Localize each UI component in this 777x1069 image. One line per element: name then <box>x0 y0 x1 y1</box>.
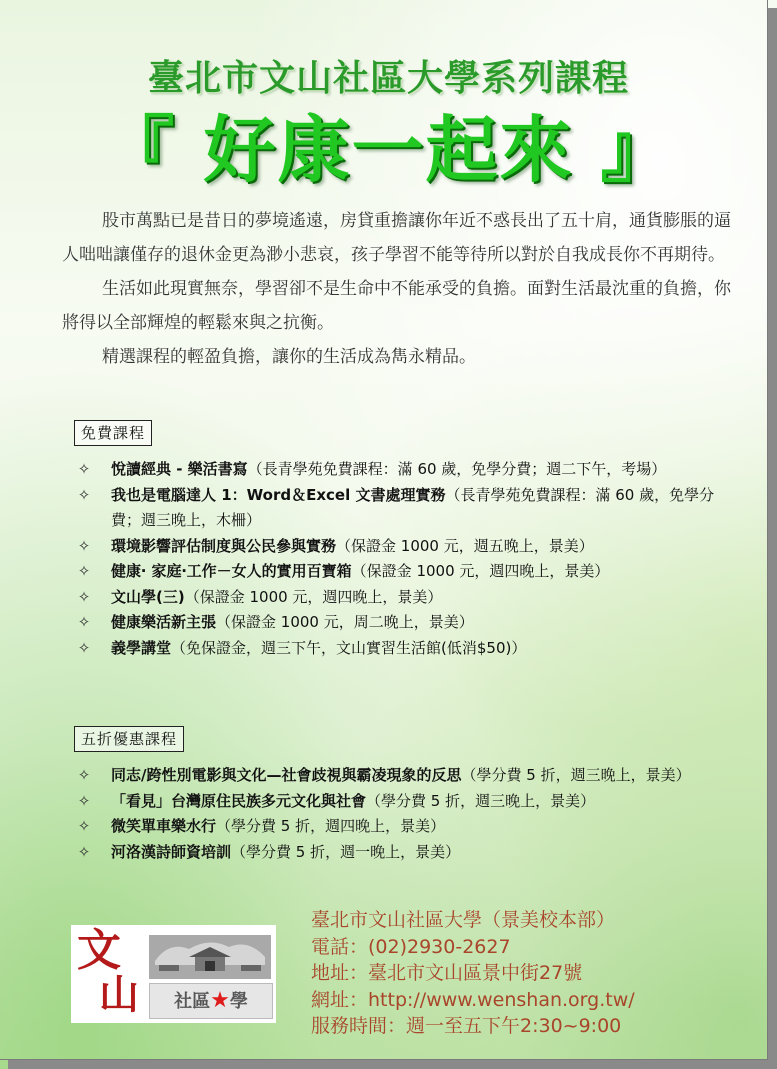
logo-banner <box>149 983 273 1019</box>
course-detail: （長青學苑免費課程：滿 60 歲，免學分費；週三晚上，木柵） <box>111 485 715 529</box>
diamond-bullet-icon: ✧ <box>77 791 91 810</box>
course-detail: （學分費 5 折，週三晚上，景美） <box>366 791 596 810</box>
list-item[interactable] <box>74 610 734 636</box>
list-item[interactable] <box>74 457 734 483</box>
intro-paragraph: 精選課程的輕盈負擔，讓你的生活成為雋永精品。 <box>102 347 476 367</box>
org-name: 臺北市文山社區大學（景美校本部） <box>311 909 616 931</box>
section-label-free: 免費課程 <box>74 420 152 446</box>
logo-char-shan: 山 <box>99 971 139 1018</box>
course-detail: （保證金 1000 元，週四晚上，景美） <box>184 587 443 606</box>
intro-paragraph: 生活如此現實無奈，學習卻不是生命中不能承受的負擔。面對生活最沈重的負擔，你將得以全部輝煌的輕鬆來與之抗衡。 <box>62 279 731 333</box>
course-name: 文山學(三) <box>111 587 185 606</box>
diamond-bullet-icon: ✧ <box>77 766 91 784</box>
course-name: 河洛漢詩師資培訓 <box>111 842 232 861</box>
page-shadow-bottom <box>8 1060 777 1069</box>
course-name: 環境影響評估制度與公民參與實務 <box>111 536 337 555</box>
diamond-bullet-icon: ✧ <box>77 817 91 835</box>
temple-roof-icon <box>149 935 271 979</box>
course-detail: （保證金 1000 元，週五晚上，景美） <box>336 536 594 555</box>
service-hours: 服務時間：週一至五下午2:30~9:00 <box>311 1015 622 1037</box>
list-item[interactable] <box>74 636 734 662</box>
list-item[interactable] <box>74 840 734 866</box>
list-item[interactable] <box>74 789 734 815</box>
address: 地址：臺北市文山區景中街27號 <box>311 962 583 984</box>
course-detail: （學分費 5 折，週一晚上，景美） <box>231 842 461 861</box>
course-detail: （保證金 1000 元，週四晚上，景美） <box>351 562 610 580</box>
course-detail: （保證金 1000 元，周二晚上，景美） <box>216 613 474 631</box>
page-title: 臺北市文山社區大學系列課程 <box>147 58 629 99</box>
diamond-bullet-icon: ✧ <box>77 485 91 504</box>
list-item[interactable] <box>74 763 734 789</box>
diamond-bullet-icon: ✧ <box>77 536 91 555</box>
logo-banner-text-a: 社區 <box>174 991 211 1012</box>
course-detail: （免保證金，週三下午，文山實習生活館(低消$50)） <box>171 638 527 657</box>
logo-banner-text-b: 學 <box>229 991 248 1012</box>
intro-paragraph: 股市萬點已是昔日的夢境遙遠，房貸重擔讓你年近不惑長出了五十肩，通貨膨脹的逼人咄咄讓僅存的退休金更為渺小悲哀，孩子學習不能等待所以對於自我成長你不再期待。 <box>62 211 731 265</box>
building-illustration <box>149 935 271 979</box>
wenshan-logo <box>71 925 276 1023</box>
list-item[interactable] <box>74 559 734 585</box>
half-price-course-list <box>74 763 734 865</box>
course-name: 義學講堂 <box>111 638 172 657</box>
diamond-bullet-icon: ✧ <box>77 638 91 657</box>
course-name: 健康樂活新主張 <box>111 613 217 631</box>
course-name: 同志/跨性別電影與文化—社會歧視與霸凌現象的反思 <box>111 766 462 784</box>
course-detail: （長青學苑免費課程：滿 60 歲，免學分費；週二下午，考場） <box>247 460 667 478</box>
phone-number: 電話：(02)2930-2627 <box>311 935 511 958</box>
star-icon: ★ <box>210 988 230 1013</box>
intro-text <box>62 204 732 374</box>
course-name: 微笑單車樂水行 <box>111 817 217 835</box>
free-course-list <box>74 457 734 661</box>
course-detail: （學分費 5 折，週四晚上，景美） <box>216 817 446 835</box>
logo-char-wen: 文 <box>77 925 121 976</box>
course-name: 健康‧ 家庭‧工作－女人的實用百寶箱 <box>111 562 352 580</box>
section-label-half-price: 五折優惠課程 <box>74 726 184 752</box>
diamond-bullet-icon: ✧ <box>77 562 91 580</box>
contact-info <box>311 907 635 1040</box>
diamond-bullet-icon: ✧ <box>77 460 91 478</box>
course-name: 「看見」台灣原住民族多元文化與社會 <box>111 791 367 810</box>
diamond-bullet-icon: ✧ <box>77 587 91 606</box>
list-item[interactable] <box>74 534 734 560</box>
page-subtitle: 『 好康一起來 』 <box>102 108 675 192</box>
list-item[interactable] <box>74 585 734 611</box>
course-name: 我也是電腦達人 1：Word＆Excel 文書處理實務 <box>111 485 446 504</box>
course-name: 悅讀經典 - 樂活書寫 <box>111 460 248 478</box>
website-link[interactable]: 網址：http://www.wenshan.org.tw/ <box>311 988 635 1011</box>
diamond-bullet-icon: ✧ <box>77 842 91 861</box>
course-detail: （學分費 5 折，週三晚上，景美） <box>461 766 691 784</box>
list-item[interactable] <box>74 483 734 534</box>
list-item[interactable] <box>74 814 734 840</box>
diamond-bullet-icon: ✧ <box>77 613 91 631</box>
